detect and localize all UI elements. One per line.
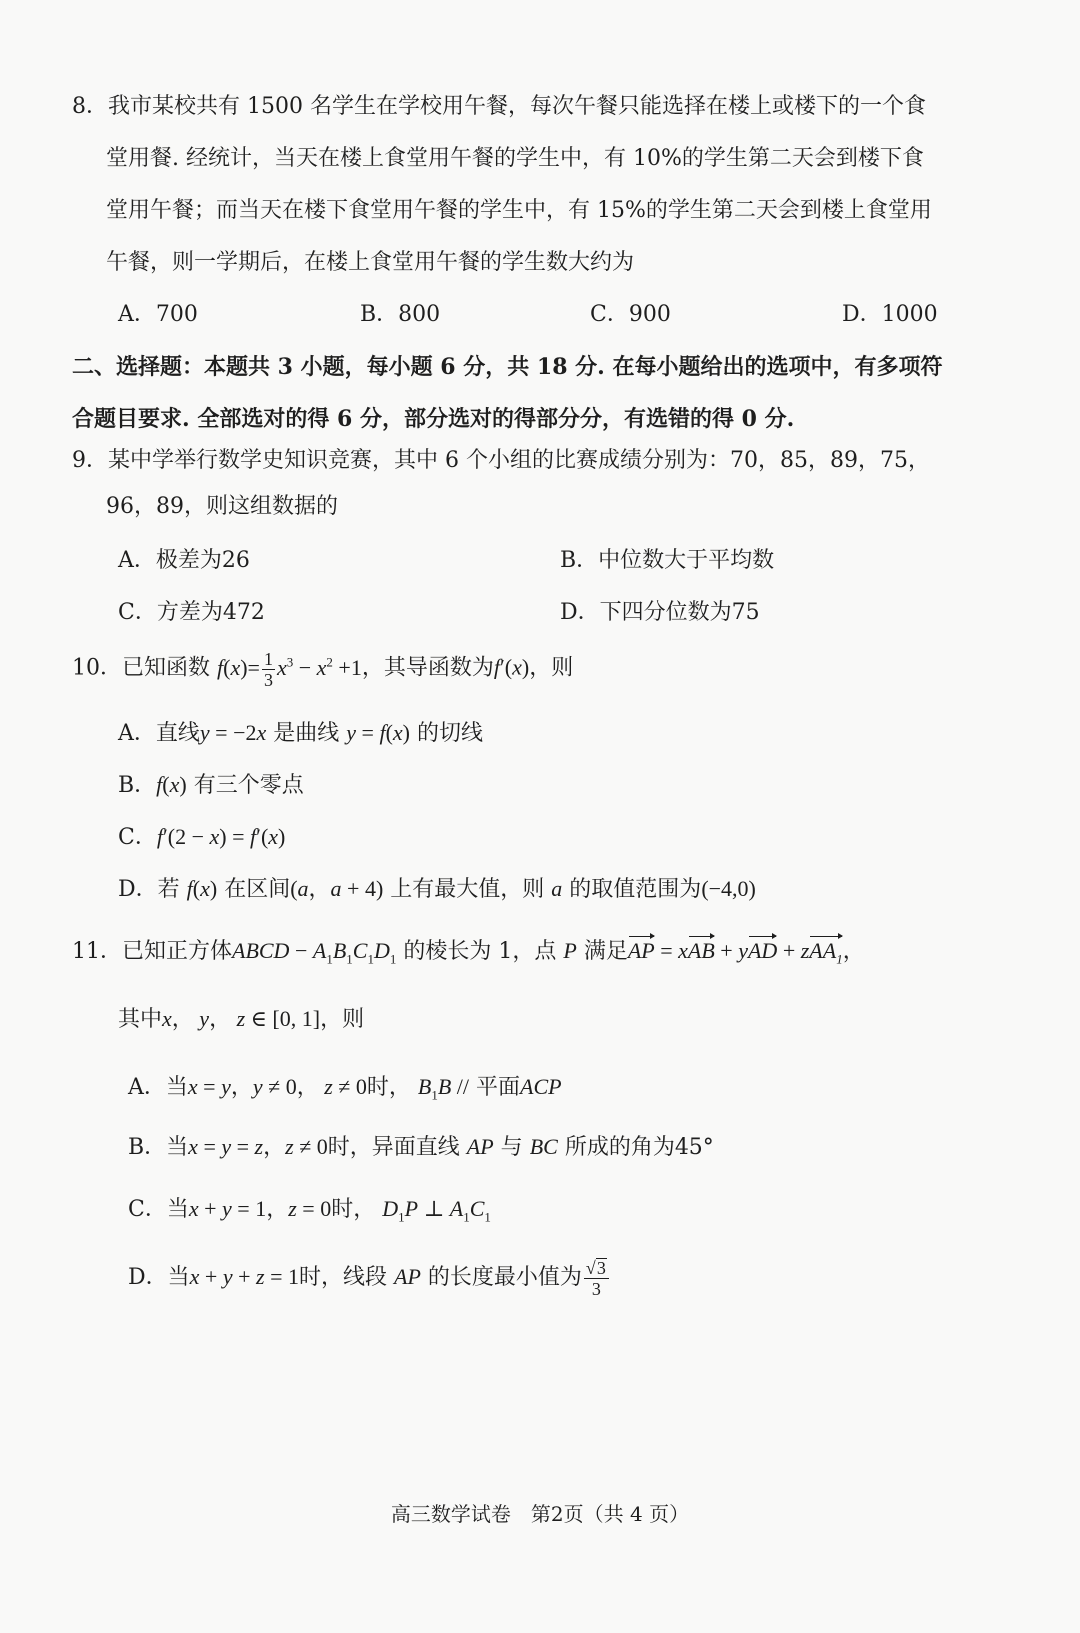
sqrt3-over-3: $\frac{√3}{3}$ xyxy=(584,1258,609,1298)
q10-option-b: B．f(x) 有三个零点 xyxy=(118,772,304,798)
q9-option-a: A．极差为26 xyxy=(118,548,250,573)
q10-option-c: C．f′(2 − x) = f′(x) xyxy=(118,824,286,850)
q9-option-b: B．中位数大于平均数 xyxy=(560,548,775,573)
q10-option-a: A．直线y = −2x 是曲线 y = f(x) 的切线 xyxy=(118,720,484,746)
q11-option-a: A．当x = y，y ≠ 0， z ≠ 0时， $B_1B$ // 平面ACP xyxy=(128,1074,562,1103)
section2-line-2: 合题目要求. 全部选对的得 6 分，部分选对的得部分分，有选错的得 0 分. xyxy=(72,406,795,432)
q8-option-c: C．900 xyxy=(590,302,671,327)
q9-line-1: 9．某中学举行数学史知识竞赛，其中 6 个小组的比赛成绩分别为：70，85，89，75， xyxy=(72,448,930,473)
q11-stem-line-2: 其中x， y， z ∈ [0, 1]，则 xyxy=(118,1006,365,1032)
page-footer: 高三数学试卷 第2页（共 4 页） xyxy=(390,1502,690,1526)
q10-function-formula: f(x)= $\frac{1}{3}$ $x^3 - x^2 +1$ xyxy=(217,649,362,690)
q9-option-d: D．下四分位数为75 xyxy=(560,600,760,625)
section2-line-1: 二、选择题：本题共 3 小题，每小题 6 分，共 18 分. 在每小题给出的选项中，有多项符 xyxy=(72,354,943,380)
q9-option-c: C．方差为472 xyxy=(118,600,265,625)
q8-line-3: 堂用午餐；而当天在楼下食堂用午餐的学生中，有 15%的学生第二天会到楼上食堂用 xyxy=(106,198,932,223)
q8-option-a: A．700 xyxy=(118,302,198,327)
q11-option-c: C．当x + y = 1，z = 0时， $D_1P$ ⊥ $A_1C_1$ xyxy=(128,1196,491,1225)
q11-option-d: D．当x + y + z = 1时，线段 AP 的长度最小值为 $\frac{√3}{3}$ xyxy=(128,1258,611,1298)
q10-option-d: D．若 f(x) 在区间(a，a + 4) 上有最大值，则 a 的取值范围为(−4,0) xyxy=(118,876,756,902)
q11-option-b: B．当x = y = z，z ≠ 0时，异面直线 AP 与 BC 所成的角为45° xyxy=(128,1134,714,1160)
q8-line-4: 午餐，则一学期后，在楼上食堂用午餐的学生数大约为 xyxy=(106,250,635,275)
q8-option-b: B．800 xyxy=(360,302,441,327)
q9-line-2: 96，89，则这组数据的 xyxy=(106,494,338,519)
q11-stem: 11．已知正方体ABCD − $A_1B_1C_1D_1$ 的棱长为 1，点 P 满足AP = xAB + yAD + zAA$_1$， xyxy=(72,938,865,967)
q8-line-1: 8．我市某校共有 1500 名学生在学校用午餐，每次午餐只能选择在楼上或楼下的一个食 xyxy=(72,94,926,119)
q8-option-d: D．1000 xyxy=(842,302,938,327)
q8-line-2: 堂用餐. 经统计，当天在楼上食堂用午餐的学生中，有 10%的学生第二天会到楼下食 xyxy=(106,146,924,171)
q10-stem: 10．已知函数 f(x)= $\frac{1}{3}$ $x^3 - x^2 +1$，其导函数为f′(x)，则 xyxy=(72,649,574,690)
